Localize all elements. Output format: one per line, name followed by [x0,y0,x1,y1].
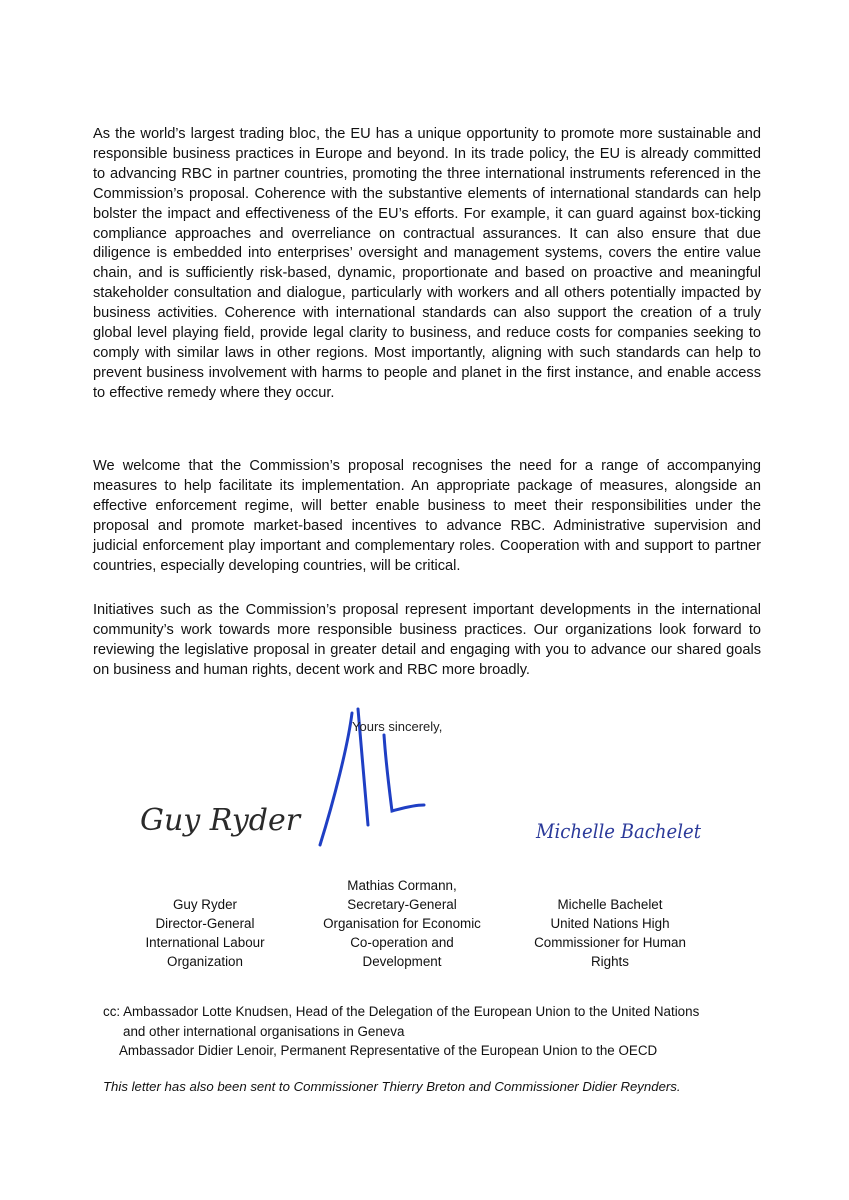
signatory-bachelet [510,895,710,971]
signatory-org: International Labour [145,935,265,950]
signatory-ryder [105,895,305,971]
signature-ryder [138,786,301,856]
body-paragraph-2: We welcome that the Commission’s proposal recognises the need for a range of accompanying measures to help facilitate its implementation. An appropriate package of measures, alongside an effective enforcement regime, will better enable business to meet their responsibilities under the proposal and promote market-based incentives to advance RBC. Administrative supervision and judicial enforcement play important and complementary roles. Cooperation with and support to partner countries, especially developing countries, will be critical. [93,458,761,574]
closing-salutation: Yours sincerely, [352,719,443,734]
signatory-title: Rights [591,954,629,969]
signatory-name: Guy Ryder [173,897,237,912]
signatory-title: United Nations High [550,916,670,931]
distribution-note: This letter has also been sent to Commissioner Thierry Breton and Commissioner Didier Reynders. [103,1079,681,1094]
signature-ryder-text: Guy Ryder [140,803,301,838]
signature-bachelet-text: Michelle Bachelet [535,819,702,843]
body-paragraph-1: As the world’s largest trading bloc, the EU has a unique opportunity to promote more sustainable and responsible business practices in Europe and beyond. In its trade policy, the EU is already committed to advancing RBC in partner countries, promoting the three international instruments referenced in the Commission’s proposal. Coherence with the substantive elements of international standards can help bolster the impact and effectiveness of the EU’s efforts. For example, it can guard against box-ticking compliance approaches and overreliance on contractual assurances. It can also ensure that due diligence is embedded into enterprises’ oversight and management systems, covers the entire value chain, and is sufficiently risk-based, dynamic, proportionate and based on proactive and meaningful stakeholder consultation and dialogue, particularly with workers and all others potentially impacted by business activities. Coherence with international standards can also support the creation of a truly global level playing field, provide legal clarity to business, and reduce costs for companies seeking to comply with similar laws in other regions. Most importantly, aligning with such standards can help to prevent business involvement with harms to people and planet in the first instance, and enable access to effective remedy where they occur. [93,126,761,401]
signatory-org: Co-operation and [350,935,454,950]
signatory-name: Mathias Cormann, [347,878,457,893]
signatory-org: Organization [167,954,243,969]
body-paragraph-3: Initiatives such as the Commission’s proposal represent important developments in the international community’s work towards more responsible business practices. Our organizations look forward to reviewing the legislative proposal in greater detail and engaging with you to advance our shared goals on business and human rights, decent work and RBC more broadly. [93,602,761,678]
signatory-title: Secretary-General [347,897,457,912]
signatory-title: Commissioner for Human [534,935,686,950]
cc-list [103,1002,803,1061]
cc-line: Ambassador Didier Lenoir, Permanent Representative of the European Union to the OECD [119,1043,658,1058]
signatory-title: Director-General [155,916,255,931]
signature-bachelet [532,808,712,854]
signatory-name: Michelle Bachelet [557,897,663,912]
cc-line: cc: Ambassador Lotte Knudsen, Head of the Delegation of the European Union to the United Nations [103,1004,700,1019]
signatory-org: Development [362,954,442,969]
cc-line: and other international organisations in Geneva [123,1023,405,1039]
signatory-org: Organisation for Economic [323,916,481,931]
signatory-cormann [302,876,502,971]
